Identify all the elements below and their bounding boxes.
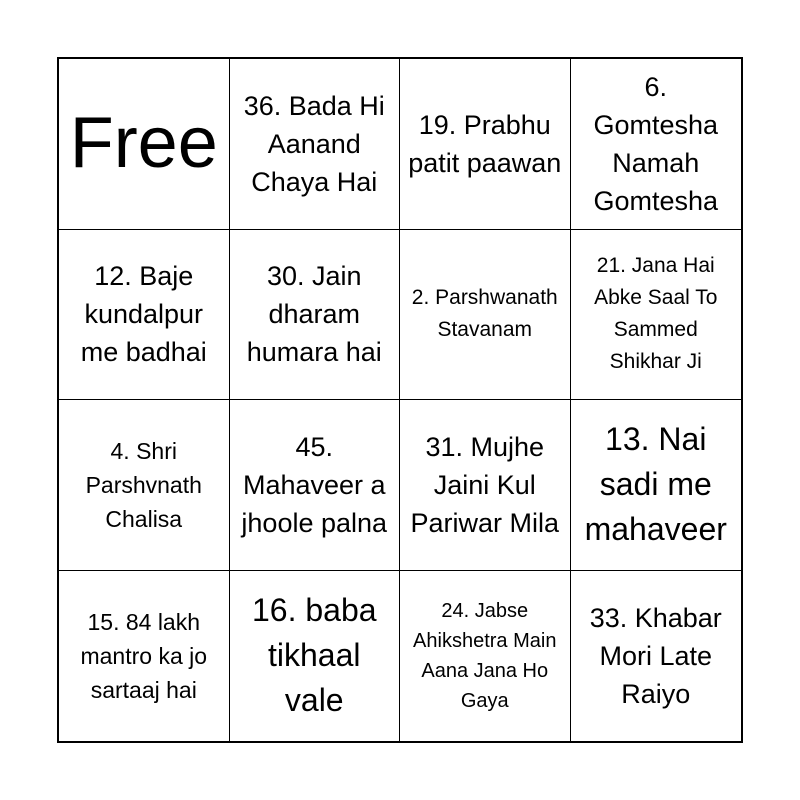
cell-text: 24. Jabse Ahikshetra Main Aana Jana Ho Gaya xyxy=(413,599,557,712)
bingo-cell[interactable] xyxy=(400,571,571,742)
bingo-cell[interactable] xyxy=(400,230,571,401)
bingo-cell[interactable] xyxy=(59,400,230,571)
cell-text: 36. Bada Hi Aanand Chaya Hai xyxy=(243,90,385,197)
cell-text: 45. Mahaveer a jhoole palna xyxy=(241,431,388,538)
cell-text: 4. Shri Parshvnath Chalisa xyxy=(85,437,202,532)
cell-text: 19. Prabhu patit paawan xyxy=(408,109,562,178)
bingo-cell[interactable] xyxy=(230,571,401,742)
cell-text: 2. Parshwanath Stavanam xyxy=(411,286,558,342)
bingo-cell[interactable] xyxy=(230,59,401,230)
bingo-cell[interactable] xyxy=(230,400,401,571)
cell-text: 30. Jain dharam humara hai xyxy=(246,261,382,368)
cell-text: 6. Gomtesha Namah Gomtesha xyxy=(593,71,719,216)
cell-text: Free xyxy=(69,103,218,184)
cell-text: 15. 84 lakh mantro ka jo sartaaj hai xyxy=(80,608,208,703)
cell-text: 16. baba tikhaal vale xyxy=(251,592,377,719)
bingo-cell[interactable] xyxy=(400,59,571,230)
cell-text: 21. Jana Hai Abke Saal To Sammed Shikhar Ji xyxy=(594,254,718,374)
bingo-cell[interactable] xyxy=(571,400,742,571)
bingo-cell[interactable] xyxy=(59,571,230,742)
cell-text: 12. Baje kundalpur me badhai xyxy=(80,261,207,368)
bingo-board xyxy=(57,57,743,743)
bingo-cell[interactable] xyxy=(400,400,571,571)
bingo-cell-free[interactable] xyxy=(59,59,230,230)
bingo-cell[interactable] xyxy=(230,230,401,401)
bingo-cell[interactable] xyxy=(571,59,742,230)
bingo-cell[interactable] xyxy=(59,230,230,401)
cell-text: 13. Nai sadi me mahaveer xyxy=(584,421,727,548)
cell-text: 33. Khabar Mori Late Raiyo xyxy=(589,602,722,709)
bingo-cell[interactable] xyxy=(571,230,742,401)
bingo-cell[interactable] xyxy=(571,571,742,742)
cell-text: 31. Mujhe Jaini Kul Pariwar Mila xyxy=(410,431,560,538)
